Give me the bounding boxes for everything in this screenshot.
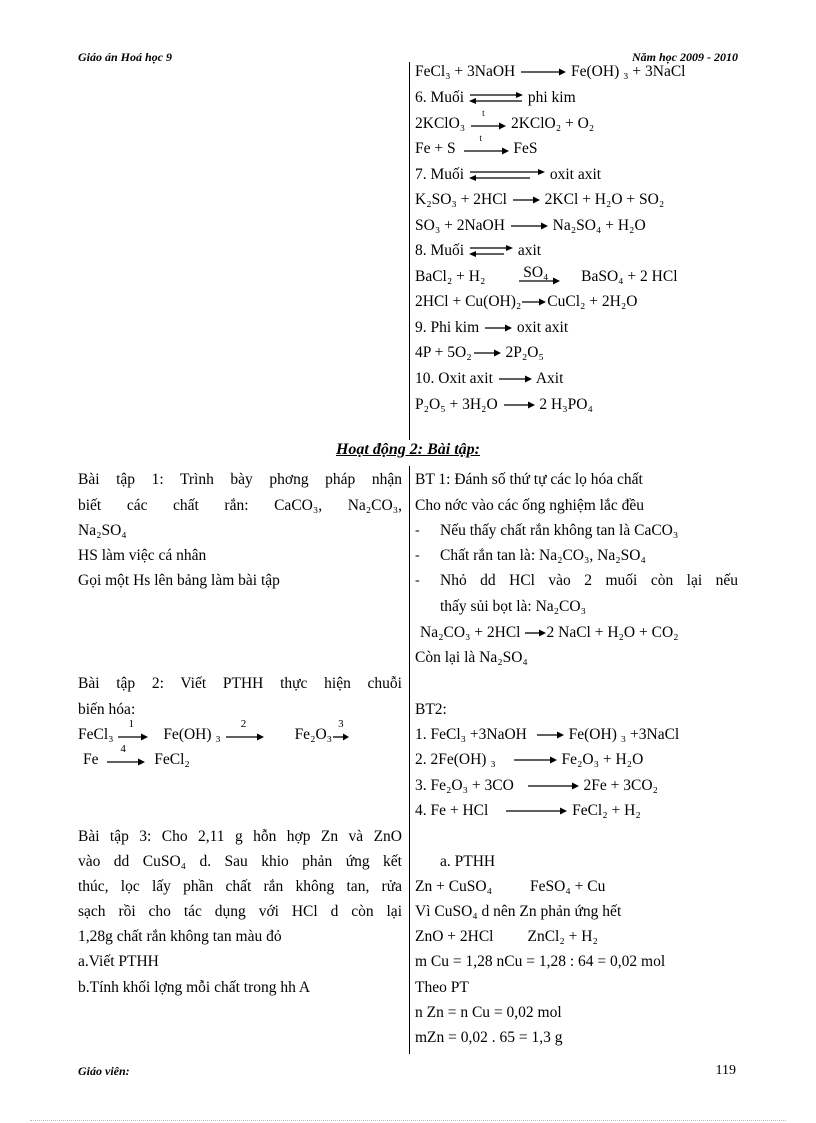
arrow-icon: [332, 732, 350, 742]
exercise-text: Bài tập 2: Viết PTHH thực hiện chuỗi: [78, 675, 402, 692]
arrow-icon: [518, 781, 580, 791]
reaction-chain: Fe 4 FeCl₂: [83, 743, 190, 768]
exercise-text: a.Viết PTHH: [78, 953, 159, 970]
list-bullet: -: [415, 548, 420, 563]
arrow-icon: [500, 755, 558, 765]
equation-line: K₂SO₃ + 2HCl 2KCl + H₂O + SO₂: [415, 191, 665, 208]
equation-line: 8. Muối axit: [415, 242, 542, 259]
exercise-text: Gọi một Hs lên bảng làm bài tập: [78, 572, 280, 589]
equation-line: 10. Oxit axit Axit: [415, 370, 564, 387]
solution-text: mZn = 0,02 . 65 = 1,3 g: [415, 1029, 563, 1046]
exercise-text: biến hóa:: [78, 701, 136, 718]
bottom-column-divider: [409, 466, 410, 1054]
equation-line: ZnO + 2HCl ZnCl₂ + H₂: [415, 928, 598, 945]
equation-line: 7. Muối oxit axit: [415, 166, 602, 183]
arrow-icon: [511, 195, 541, 205]
arrow-icon: [501, 276, 561, 286]
equation-line: SO₃ + 2NaOH Na₂SO₄ + H₂O: [415, 217, 646, 234]
top-column-divider: [409, 62, 410, 440]
footer-teacher-label: Giáo viên:: [78, 1064, 130, 1078]
exercise-text: 1,28g chất rắn không tan màu đỏ: [78, 928, 282, 945]
solution-text: Còn lại là Na₂SO₄: [415, 649, 528, 666]
solution-text: Cho nớc vào các ống nghiệm lắc đều: [415, 497, 644, 514]
equation-line: FeCl₃ + 3NaOH Fe(OH) ₃ + 3NaCl: [415, 63, 686, 80]
exercise-text: biết các chất rắn: CaCO₃, Na₂CO₃,: [78, 497, 402, 514]
heat-arrow: t: [469, 117, 507, 131]
arrow-icon: [521, 628, 547, 638]
exercise-text: Na₂SO₄: [78, 522, 127, 539]
arrow-icon: [117, 732, 149, 742]
solution-text: Nhỏ dd HCl vào 2 muối còn lại nếu: [440, 572, 738, 589]
equation-line: Fe + S t FeS: [415, 133, 538, 157]
arrow-icon: [519, 67, 567, 77]
reversible-arrow-icon: [468, 244, 514, 258]
arrow-icon: [460, 146, 510, 156]
solution-text: Vì CuSO₄ d nên Zn phản ứng hết: [415, 903, 622, 920]
bottom-dotted-divider: [30, 1120, 786, 1121]
equation-line: 2. 2Fe(OH) ₃ Fe₂O₃ + H₂O: [415, 751, 644, 768]
solution-text: Chất rắn tan là: Na₂CO₃, Na₂SO₄: [440, 547, 646, 564]
arrow-icon: [483, 323, 513, 333]
header-right: Năm học 2009 - 2010: [632, 50, 738, 64]
equation-line: BaCl₂ + H₂ SO₄ BaSO₄ + 2 HCl: [415, 264, 678, 285]
arrow-icon: [106, 757, 146, 767]
arrow-icon: [472, 348, 502, 358]
catalyst-arrow: SO₄: [501, 269, 561, 285]
exercise-text: vào dd CuSO₄ d. Sau khio phản ứng kết: [78, 853, 402, 870]
arrow-icon: [225, 732, 265, 742]
solution-text: m Cu = 1,28 nCu = 1,28 : 64 = 0,02 mol: [415, 953, 666, 970]
arrow-icon: [531, 730, 565, 740]
equation-line: Na₂CO₃ + 2HCl 2 NaCl + H₂O + CO₂: [420, 624, 679, 641]
exercise-text: Bài tập 1: Trình bày phơng pháp nhận: [78, 471, 402, 488]
equation-line: 2KClO₃ t 2KClO₂ + O₂: [415, 108, 595, 132]
solution-text: n Zn = n Cu = 0,02 mol: [415, 1004, 562, 1021]
reaction-chain: FeCl₃ 1 Fe(OH) ₃ 2 Fe₂O₃ 3: [78, 722, 350, 747]
solution-text: thấy sủi bọt là: Na₂CO₃: [440, 598, 586, 615]
section-title: Hoạt động 2: Bài tập:: [335, 441, 480, 458]
exercise-text: sạch rồi cho tác dụng với HCl d còn lại: [78, 903, 402, 920]
equation-line: P₂O₅ + 3H₂O 2 H₃PO₄: [415, 396, 593, 413]
solution-text: BT2:: [415, 701, 447, 718]
page-number: 119: [715, 1063, 736, 1078]
solution-text: Nếu thấy chất rắn không tan là CaCO₃: [440, 522, 679, 539]
exercise-text: Bài tập 3: Cho 2,11 g hỗn hợp Zn và ZnO: [78, 828, 402, 845]
equation-line: 3. Fe₂O₃ + 3CO 2Fe + 3CO₂: [415, 777, 658, 794]
solution-text: a. PTHH: [440, 853, 496, 870]
solution-text: BT 1: Đánh số thứ tự các lọ hóa chất: [415, 471, 643, 488]
exercise-text: thúc, lọc lấy phần chất rắn không tan, rửa: [78, 878, 402, 895]
equation-line: 9. Phi kim oxit axit: [415, 319, 569, 336]
equation-line: 6. Muối phi kim: [415, 89, 576, 106]
equation-line: 1. FeCl₃ +3NaOH Fe(OH) ₃ +3NaCl: [415, 726, 680, 743]
header-left: Giáo án Hoá học 9: [78, 50, 173, 64]
solution-text: Theo PT: [415, 979, 469, 996]
heat-arrow: t: [460, 142, 510, 156]
equation-line: Zn + CuSO₄ FeSO₄ + Cu: [415, 878, 606, 895]
list-bullet: -: [415, 523, 420, 538]
arrow-icon: [469, 121, 507, 131]
arrow-icon: [497, 374, 533, 384]
arrow-icon: [502, 400, 536, 410]
equation-line: 2HCl + Cu(OH)₂ CuCl₂ + 2H₂O: [415, 293, 638, 310]
arrow-icon: [492, 806, 568, 816]
arrow-icon: [509, 221, 549, 231]
exercise-text: HS làm việc cá nhân: [78, 547, 207, 564]
list-bullet: -: [415, 573, 420, 588]
reversible-arrow-icon: [468, 168, 546, 182]
arrow-icon: [521, 297, 547, 307]
exercise-text: b.Tính khối lợng mỗi chất trong hh A: [78, 979, 311, 996]
equation-line: 4. Fe + HCl FeCl₂ + H₂: [415, 802, 641, 819]
reversible-arrow-icon: [468, 91, 524, 105]
equation-line: 4P + 5O₂ 2P₂O₅: [415, 344, 544, 361]
